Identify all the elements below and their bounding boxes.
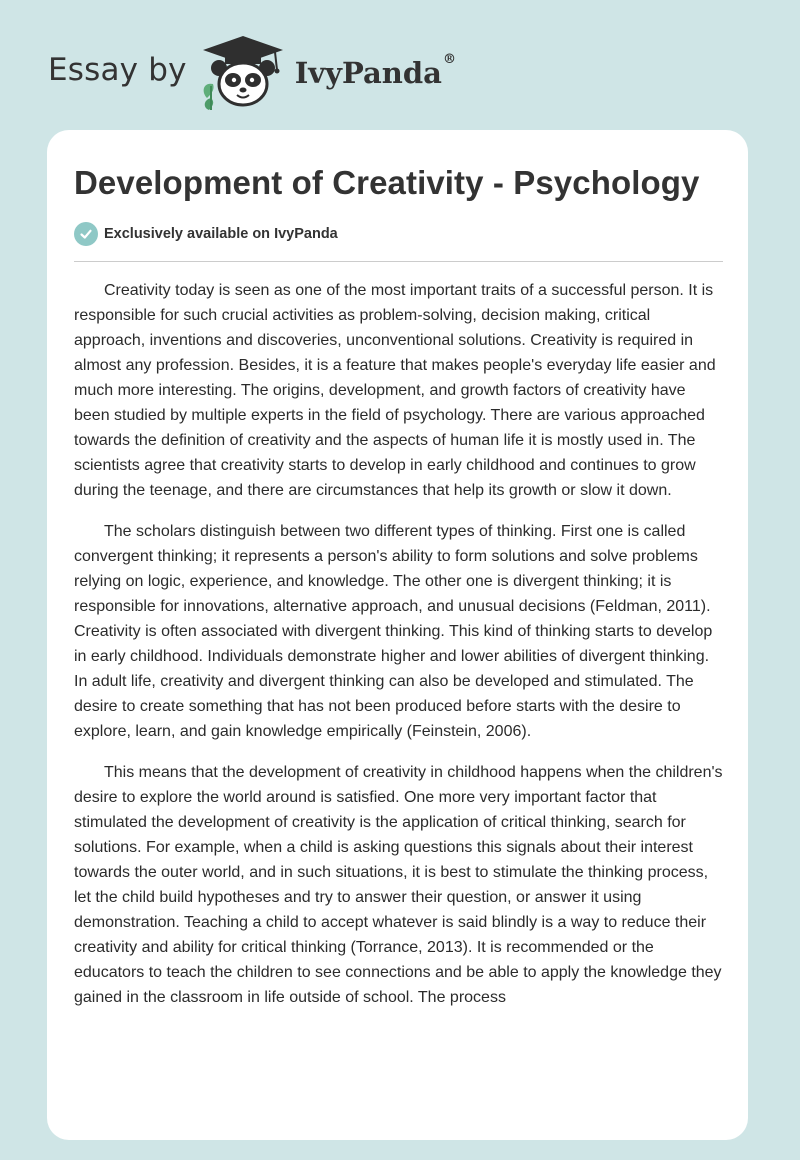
site-header (48, 32, 456, 112)
exclusive-badge-text: Exclusively available on IvyPanda (104, 226, 338, 242)
exclusive-badge (74, 222, 338, 246)
registered-mark: ® (442, 52, 456, 67)
essay-paragraph: This means that the development of creativity in childhood happens when the children's desire to explore the world around is satisfied. One more very important factor that stimulated the development of creativity is the application of critical thinking, search for solutions. For example, when a child is asking questions this signals about their interest towards the outer world, and in such situations, it is best to stimulate the thinking process, let the child build hypotheses and try to answer their question, or answer it using demonstration. Teaching a child to accept whatever is said blindly is a way to reduce their creativity and ability for critical thinking (Torrance, 2013). It is recommended or the educators to teach the children to see connections and be able to apply the knowledge they gained in the classroom in life outside of school. The process (74, 764, 723, 1006)
brand-prefix: Essay by (48, 52, 187, 88)
page-title: Development of Creativity - Psychology (74, 164, 700, 201)
check-circle-icon (74, 222, 98, 246)
title-divider (74, 261, 723, 262)
essay-body (74, 278, 724, 1026)
essay-card (47, 130, 748, 1140)
essay-paragraph: The scholars distinguish between two different types of thinking. First one is called convergent thinking; it represents a person's ability to form solutions and solve problems relying on logic, experience, and knowledge. The other one is divergent thinking; it is responsible for innovations, alternative approach, and unusual decisions (Feldman, 2011). Creativity is often associated with divergent thinking. This kind of thinking starts to develop in early childhood. Individuals demonstrate higher and lower abilities of divergent thinking. In adult life, creativity and divergent thinking can also be developed and stimulated. The desire to create something that has not been produced before starts with the desire to explore, learn, and gain knowledge empirically (Feinstein, 2006). (74, 523, 713, 740)
brand-name[interactable] (294, 52, 456, 90)
panda-graduate-logo-icon[interactable] (197, 34, 289, 110)
essay-paragraph: Creativity today is seen as one of the most important traits of a successful person. It is responsible for such crucial activities as problem-solving, decision making, critical approach, inventions and discoveries, unconventional solutions. Creativity is required in almost any profession. Besides, it is a feature that makes people's everyday life easier and much more interesting. The origins, development, and growth factors of creativity have been studied by multiple experts in the field of psychology. There are various approached towards the definition of creativity and the aspects of human life it is mostly used in. The scientists agree that creativity starts to develop in early childhood and continues to grow during the teenage, and there are circumstances that help its growth or slow it down. (74, 282, 716, 499)
brand-name-text: IvyPanda (294, 56, 442, 90)
